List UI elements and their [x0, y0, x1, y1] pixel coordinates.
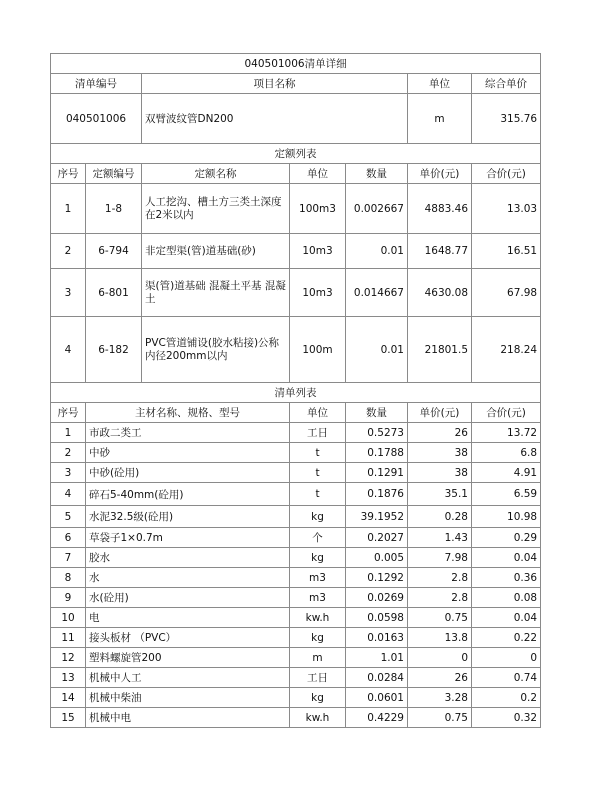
material-total: 0.22: [472, 628, 541, 648]
header-unit: 单位: [408, 74, 472, 94]
material-qty: 1.01: [346, 648, 408, 668]
quota-name: 人工挖沟、槽土方三类土深度在2米以内: [142, 184, 290, 234]
material-row: [51, 668, 541, 688]
material-row: [51, 628, 541, 648]
material-name: 水泥32.5级(砼用): [86, 506, 290, 528]
material-rows: [51, 423, 541, 728]
material-unit: kg: [290, 688, 346, 708]
material-seq: 8: [51, 568, 86, 588]
material-row: [51, 548, 541, 568]
quota-name: PVC管道铺设(胶水粘接)公称内径200mm以内: [142, 317, 290, 383]
header-name: 项目名称: [142, 74, 408, 94]
material-unit: kg: [290, 548, 346, 568]
material-unit: 工日: [290, 668, 346, 688]
material-row: [51, 568, 541, 588]
quota-code: 1-8: [86, 184, 142, 234]
material-unit: t: [290, 483, 346, 506]
quota-header-cell: 定额编号: [86, 164, 142, 184]
quota-total: 67.98: [472, 269, 541, 317]
quota-unit-price: 1648.77: [408, 234, 472, 269]
material-total: 0.2: [472, 688, 541, 708]
material-unit-price: 0.75: [408, 608, 472, 628]
material-section-row: [51, 383, 541, 403]
material-header-row: [51, 403, 541, 423]
quota-row: [51, 234, 541, 269]
material-total: 6.8: [472, 443, 541, 463]
title-row: [51, 54, 541, 74]
material-name: 草袋子1×0.7m: [86, 528, 290, 548]
quota-unit-price: 4883.46: [408, 184, 472, 234]
item-price: 315.76: [472, 94, 541, 144]
material-seq: 1: [51, 423, 86, 443]
material-seq: 7: [51, 548, 86, 568]
material-seq: 5: [51, 506, 86, 528]
material-unit: m3: [290, 588, 346, 608]
material-qty: 39.1952: [346, 506, 408, 528]
quota-unit-price: 4630.08: [408, 269, 472, 317]
quota-header-cell: 单价(元): [408, 164, 472, 184]
material-seq: 9: [51, 588, 86, 608]
material-qty: 0.0163: [346, 628, 408, 648]
material-total: 4.91: [472, 463, 541, 483]
material-unit-price: 0: [408, 648, 472, 668]
material-seq: 3: [51, 463, 86, 483]
material-unit-price: 3.28: [408, 688, 472, 708]
material-unit-price: 0.75: [408, 708, 472, 728]
material-qty: 0.2027: [346, 528, 408, 548]
item-header-row: [51, 74, 541, 94]
material-section-title: 清单列表: [51, 383, 541, 403]
material-row: [51, 423, 541, 443]
material-seq: 13: [51, 668, 86, 688]
quota-unit-price: 21801.5: [408, 317, 472, 383]
quota-seq: 3: [51, 269, 86, 317]
material-total: 0.36: [472, 568, 541, 588]
quota-total: 218.24: [472, 317, 541, 383]
quota-qty: 0.002667: [346, 184, 408, 234]
material-name: 中砂(砼用): [86, 463, 290, 483]
material-total: 0.29: [472, 528, 541, 548]
material-row: [51, 443, 541, 463]
quota-qty: 0.01: [346, 234, 408, 269]
material-row: [51, 648, 541, 668]
material-name: 中砂: [86, 443, 290, 463]
material-unit: kg: [290, 628, 346, 648]
material-name: 机械中电: [86, 708, 290, 728]
material-name: 胶水: [86, 548, 290, 568]
detail-table: [50, 53, 541, 728]
material-name: 机械中人工: [86, 668, 290, 688]
quota-code: 6-801: [86, 269, 142, 317]
material-name: 水: [86, 568, 290, 588]
material-row: [51, 506, 541, 528]
quota-seq: 4: [51, 317, 86, 383]
material-total: 0.04: [472, 548, 541, 568]
item-unit: m: [408, 94, 472, 144]
quota-section-title: 定额列表: [51, 144, 541, 164]
material-unit: t: [290, 463, 346, 483]
material-row: [51, 608, 541, 628]
material-seq: 12: [51, 648, 86, 668]
material-unit-price: 35.1: [408, 483, 472, 506]
material-qty: 0.1876: [346, 483, 408, 506]
header-price: 综合单价: [472, 74, 541, 94]
quota-row: [51, 184, 541, 234]
material-name: 机械中柴油: [86, 688, 290, 708]
quota-total: 13.03: [472, 184, 541, 234]
material-row: [51, 528, 541, 548]
material-total: 6.59: [472, 483, 541, 506]
material-unit: m: [290, 648, 346, 668]
material-unit-price: 13.8: [408, 628, 472, 648]
material-unit: 个: [290, 528, 346, 548]
material-total: 0.04: [472, 608, 541, 628]
material-unit-price: 7.98: [408, 548, 472, 568]
material-name: 接头板材 （PVC）: [86, 628, 290, 648]
material-unit-price: 1.43: [408, 528, 472, 548]
material-unit-price: 26: [408, 423, 472, 443]
quota-header-cell: 合价(元): [472, 164, 541, 184]
material-name: 碎石5-40mm(砼用): [86, 483, 290, 506]
material-unit-price: 26: [408, 668, 472, 688]
quota-header-cell: 定额名称: [142, 164, 290, 184]
material-header-cell: 单位: [290, 403, 346, 423]
material-header-cell: 主材名称、规格、型号: [86, 403, 290, 423]
item-code: 040501006: [51, 94, 142, 144]
material-unit: kg: [290, 506, 346, 528]
material-header-cell: 合价(元): [472, 403, 541, 423]
material-unit: kw.h: [290, 608, 346, 628]
material-name: 电: [86, 608, 290, 628]
material-total: 10.98: [472, 506, 541, 528]
material-unit: t: [290, 443, 346, 463]
quota-total: 16.51: [472, 234, 541, 269]
material-unit-price: 2.8: [408, 588, 472, 608]
quota-seq: 1: [51, 184, 86, 234]
material-name: 市政二类工: [86, 423, 290, 443]
material-total: 0.32: [472, 708, 541, 728]
material-qty: 0.1292: [346, 568, 408, 588]
material-unit: kw.h: [290, 708, 346, 728]
header-code: 清单编号: [51, 74, 142, 94]
material-row: [51, 483, 541, 506]
material-unit-price: 0.28: [408, 506, 472, 528]
quota-seq: 2: [51, 234, 86, 269]
material-unit-price: 38: [408, 463, 472, 483]
material-row: [51, 708, 541, 728]
material-name: 水(砼用): [86, 588, 290, 608]
material-seq: 2: [51, 443, 86, 463]
material-header-cell: 序号: [51, 403, 86, 423]
material-seq: 6: [51, 528, 86, 548]
quota-header-cell: 数量: [346, 164, 408, 184]
material-qty: 0.5273: [346, 423, 408, 443]
item-name: 双臂波纹管DN200: [142, 94, 408, 144]
quota-name: 渠(管)道基础 混凝土平基 混凝土: [142, 269, 290, 317]
material-seq: 10: [51, 608, 86, 628]
quota-unit: 100m: [290, 317, 346, 383]
material-header-cell: 数量: [346, 403, 408, 423]
quota-unit: 10m3: [290, 234, 346, 269]
material-unit-price: 38: [408, 443, 472, 463]
material-unit: 工日: [290, 423, 346, 443]
material-seq: 14: [51, 688, 86, 708]
material-name: 塑料螺旋管200: [86, 648, 290, 668]
material-qty: 0.0598: [346, 608, 408, 628]
item-row: [51, 94, 541, 144]
quota-name: 非定型渠(管)道基础(砂): [142, 234, 290, 269]
quota-header-row: [51, 164, 541, 184]
material-total: 13.72: [472, 423, 541, 443]
quota-row: [51, 317, 541, 383]
material-qty: 0.1788: [346, 443, 408, 463]
quota-code: 6-794: [86, 234, 142, 269]
quota-qty: 0.01: [346, 317, 408, 383]
quota-header-cell: 单位: [290, 164, 346, 184]
material-seq: 15: [51, 708, 86, 728]
material-header-cell: 单价(元): [408, 403, 472, 423]
quota-code: 6-182: [86, 317, 142, 383]
material-total: 0.74: [472, 668, 541, 688]
quota-qty: 0.014667: [346, 269, 408, 317]
material-total: 0.08: [472, 588, 541, 608]
quota-unit: 100m3: [290, 184, 346, 234]
material-qty: 0.005: [346, 548, 408, 568]
material-qty: 0.0284: [346, 668, 408, 688]
material-unit-price: 2.8: [408, 568, 472, 588]
table-title: 040501006清单详细: [51, 54, 541, 74]
material-total: 0: [472, 648, 541, 668]
quota-row: [51, 269, 541, 317]
material-unit: m3: [290, 568, 346, 588]
material-seq: 11: [51, 628, 86, 648]
quota-unit: 10m3: [290, 269, 346, 317]
quota-header-cell: 序号: [51, 164, 86, 184]
material-row: [51, 588, 541, 608]
material-row: [51, 688, 541, 708]
material-qty: 0.0601: [346, 688, 408, 708]
material-seq: 4: [51, 483, 86, 506]
material-qty: 0.4229: [346, 708, 408, 728]
material-row: [51, 463, 541, 483]
quota-section-row: [51, 144, 541, 164]
material-qty: 0.0269: [346, 588, 408, 608]
material-qty: 0.1291: [346, 463, 408, 483]
